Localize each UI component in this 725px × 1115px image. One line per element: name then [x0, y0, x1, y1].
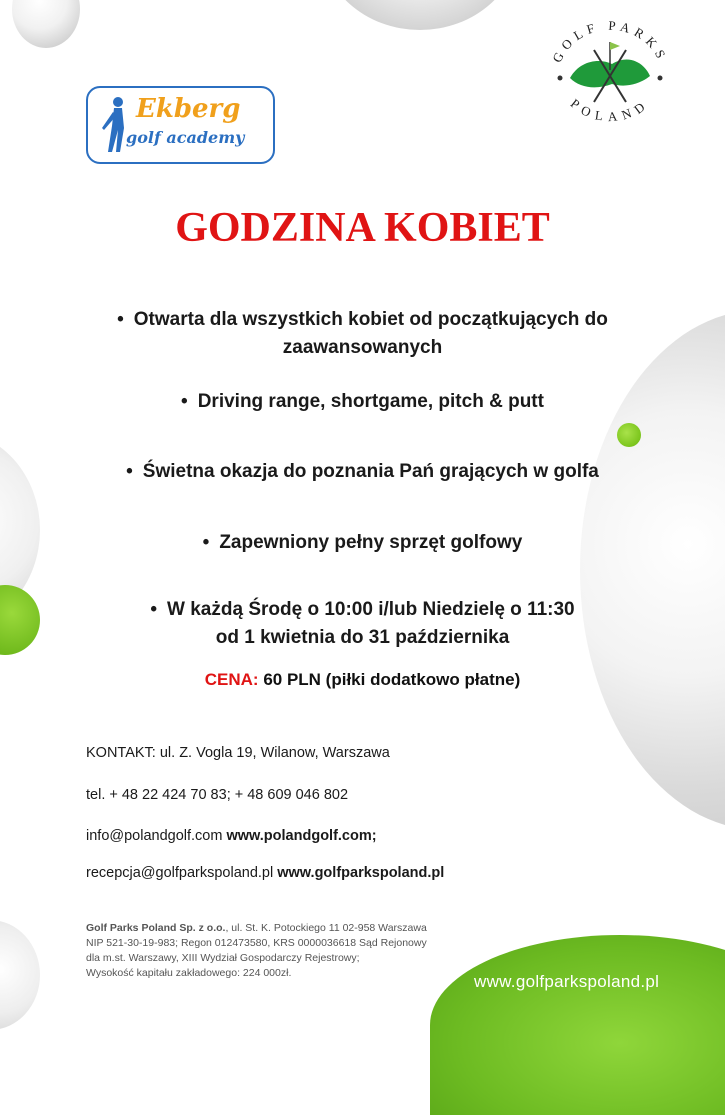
ekberg-logo-name: Ekberg: [136, 94, 241, 124]
ekberg-logo: [86, 86, 275, 164]
email-link[interactable]: info@polandgolf.com: [86, 828, 223, 844]
green-ball-decoration: [0, 585, 40, 655]
bullet-icon: •: [126, 461, 133, 482]
golf-ball-decoration: [12, 0, 80, 48]
ekberg-logo-subtitle: golf academy: [126, 128, 245, 147]
list-item: • Otwarta dla wszystkich kobiet od początkujących do zaawansowanych: [117, 309, 608, 358]
list-item: • Zapewniony pełny sprzęt golfowy: [202, 532, 523, 553]
golf-ball-decoration: [0, 920, 40, 1030]
golf-parks-poland-logo: [540, 18, 680, 130]
contact-web-2: [86, 865, 444, 881]
footer-website[interactable]: www.golfparkspoland.pl: [474, 972, 660, 991]
email-link[interactable]: recepcja@golfparkspoland.pl: [86, 865, 274, 881]
svg-text:POLAND: [568, 96, 653, 125]
green-ball-decoration: [617, 423, 641, 447]
logo-arc-bottom: POLAND: [567, 95, 653, 125]
list-item: • Świetna okazja do poznania Pań grających w golfa: [126, 461, 599, 482]
green-footer-shape: [430, 935, 725, 1115]
website-link[interactable]: www.polandgolf.com;: [226, 828, 377, 844]
list-item: • W każdą Środę o 10:00 i/lub Niedzielę o 11:30 od 1 kwietnia do 31 października: [150, 599, 575, 648]
bullet-icon: •: [181, 391, 188, 412]
company-info: Golf Parks Poland Sp. z o.o., ul. St. K. Potockiego 11 02-958 Warszawa NIP 521-30-19-983; Regon 012473580, KRS 0000036618 Sąd Rejonowy dla m.st. Warszawy, XIII Wydział Gospodarczy Rejestrowy; Wysokość kapitału zakładowego: 224 000zł.: [86, 922, 427, 979]
contact-phone: tel. + 48 22 424 70 83; + 48 609 046 802: [86, 787, 349, 803]
contact-address: KONTAKT: ul. Z. Vogla 19, Wilanow, Warszawa: [86, 745, 390, 761]
list-item: • Driving range, shortgame, pitch & putt: [181, 391, 544, 412]
price-line: [80, 670, 645, 690]
bullet-icon: •: [202, 532, 210, 553]
contact-web-1: [86, 828, 377, 844]
bullet-icon: •: [150, 599, 158, 620]
price-value: 60 PLN (piłki dodatkowo płatne): [263, 670, 521, 689]
page-title: GODZINA KOBIET: [175, 205, 550, 251]
website-link[interactable]: www.golfparkspoland.pl: [277, 865, 445, 881]
logo-arc-top: GOLF PARKS: [549, 18, 671, 65]
price-label: CENA:: [204, 670, 259, 689]
bullet-icon: •: [117, 309, 124, 330]
golf-ball-decoration: [320, 0, 520, 30]
